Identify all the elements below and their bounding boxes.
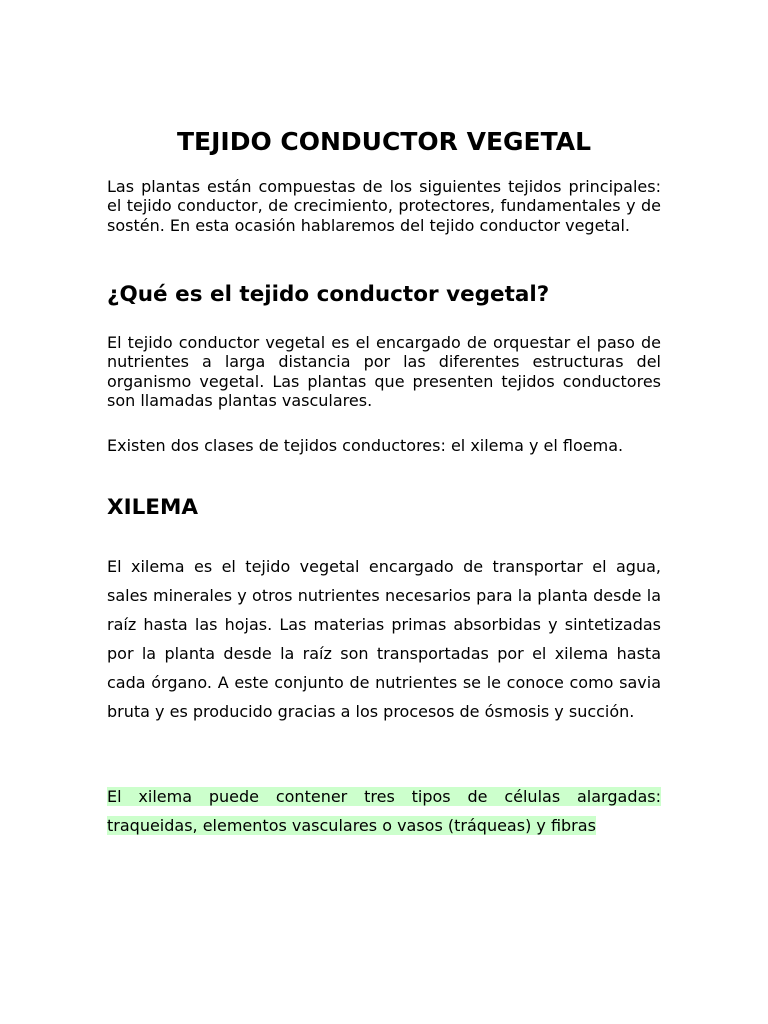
xilema-paragraph: El xilema es el tejido vegetal encargado de transportar el agua, sales minerales y otros nutrientes necesarios para la planta desde la raíz hasta las hojas. Las materias primas absorbidas y sintetizadas por la planta desde la raíz son transportadas por el xilema hasta cada órgano. A este conjunto de nutrientes se le conoce como savia bruta y es producido gracias a los procesos de ósmosis y succión. [107, 557, 661, 721]
highlighted-text: El xilema puede contener tres tipos de células alargadas: traqueidas, elementos vasculares o vasos (tráqueas) y fibras [107, 787, 661, 835]
classes-paragraph: Existen dos clases de tejidos conductores: el xilema y el floema. [107, 436, 624, 455]
section-heading-xilema: XILEMA [107, 495, 198, 520]
section-heading-que-es: ¿Qué es el tejido conductor vegetal? [107, 282, 550, 307]
document-title: TEJIDO CONDUCTOR VEGETAL [176, 127, 592, 156]
definition-paragraph: El tejido conductor vegetal es el encargado de orquestar el paso de nutrientes a larga distancia por las diferentes estructuras del organismo vegetal. Las plantas que presenten tejidos conductores son llamadas plantas vasculares. [107, 333, 661, 410]
intro-paragraph: Las plantas están compuestas de los siguientes tejidos principales: el tejido conductor, de crecimiento, protectores, fundamentales y de sostén. En esta ocasión hablaremos del tejido conductor vegetal. [107, 177, 661, 235]
xilema-cells-paragraph [107, 782, 661, 840]
